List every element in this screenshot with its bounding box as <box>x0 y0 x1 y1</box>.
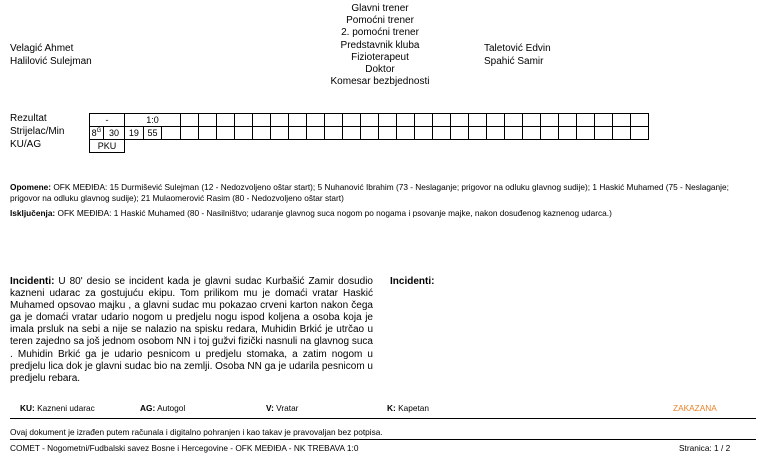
ku-ag-label: KU/AG <box>10 139 42 150</box>
grid-empty-cell <box>199 127 217 140</box>
scorer-cell-minute-2: 19 <box>125 127 144 140</box>
grid-empty-cell <box>379 114 397 127</box>
grid-empty-cell <box>613 114 631 127</box>
divider-top <box>10 418 756 419</box>
grid-empty-cell <box>505 114 523 127</box>
grid-empty-cell <box>487 140 505 153</box>
warnings-text: OFK MEĐIĐA: 15 Durmišević Sulejman (12 - Nedozvoljeno oštar start); 5 Nuhanović Ibrahim (73 - Neslaganje; prigovor na odluku glavnog sudije); 1 Haskić Muhamed (75 - Neslaganje; prigovor na odluku glavnog sudije); 21 Mulaomerović Rasim (80 - Nedozvoljeno oštar start) <box>10 182 729 203</box>
grid-empty-cell <box>415 114 433 127</box>
warnings <box>10 182 750 204</box>
scorer-cell-player <box>90 127 125 140</box>
ku-row <box>90 140 649 153</box>
grid-empty-cell <box>523 127 541 140</box>
role-head-coach: Glavni trener <box>351 3 409 14</box>
grid-empty-cell <box>271 114 289 127</box>
grid-empty-cell <box>559 140 577 153</box>
grid-empty-cell <box>307 114 325 127</box>
exclusions-label: Isključenja: <box>10 208 56 218</box>
grid-empty-cell <box>379 140 397 153</box>
grid-empty-cell <box>415 140 433 153</box>
result-cell-score: 1:0 <box>125 114 181 127</box>
grid-empty-cell <box>397 127 415 140</box>
result-label: Rezultat <box>10 113 47 124</box>
grid-empty-cell <box>325 114 343 127</box>
legend-ag: AG: Autogol <box>140 403 186 413</box>
grid-empty-cell <box>325 140 343 153</box>
grid-empty-cell <box>595 114 613 127</box>
footnote: Ovaj dokument je izrađen putem računala i digitalno pohranjen i kao takav je pravovaljan bez potpisa. <box>10 427 383 437</box>
grid-empty-cell <box>289 140 307 153</box>
grid-empty-cell <box>577 127 595 140</box>
staff-roles <box>280 3 480 88</box>
grid-empty-cell <box>433 127 451 140</box>
grid-empty-cell <box>235 140 253 153</box>
scorer-cell-empty <box>162 127 181 140</box>
grid-empty-cell <box>199 140 217 153</box>
match-status: ZAKAZANA <box>673 403 717 413</box>
home-physio: Halilović Sulejman <box>10 56 92 67</box>
grid-empty-cell <box>577 114 595 127</box>
grid-empty-cell <box>271 127 289 140</box>
legend-v: V: Vratar <box>266 403 299 413</box>
warnings-label: Opomene: <box>10 182 52 192</box>
incidents-left-text: U 80' desio se incident kada je glavni sudac Kurbašić Zamir dosudio kazneni udarac za gostujuću ekipu. Tom prilikom mu je domaći vratar Haskić Muhamed opsovao majku , a glavni sudac mu pokazao crveni karton nakon čega ga je domaći vratar udario nogom u predjelu nogu ispod koljena a osoba koja je imala prsluk na sebi a nije se nalazio na spisku redara, Muhidin Brkić je utrčao u teren zajedno sa još jednom osobom NN i toj gužvi fizički nasnuli na glavnog suca . Muhidin Brkić ga je udario pesnicom u predjelu stomaka, a zatim nogom u predjelu lica dok je glavni sudac bio na zemlji. Osoba NN ga je udarila pesnicom u predjelu rebara. <box>10 276 373 384</box>
grid-empty-cell <box>451 114 469 127</box>
grid-empty-cell <box>343 114 361 127</box>
scorer-row <box>90 127 649 140</box>
grid-empty-cell <box>271 140 289 153</box>
scorer-minute: 30 <box>103 127 124 139</box>
grid-empty-cell <box>325 127 343 140</box>
grid-empty-cell <box>541 127 559 140</box>
grid-empty-cell <box>217 140 235 153</box>
grid-empty-cell <box>541 140 559 153</box>
grid-empty-cell <box>487 127 505 140</box>
grid-empty-cell <box>613 140 631 153</box>
grid-empty-cell <box>559 114 577 127</box>
grid-empty-cell <box>253 140 271 153</box>
grid-empty-cell <box>631 140 649 153</box>
grid-empty-cell <box>199 114 217 127</box>
exclusions-text: OFK MEĐIĐA: 1 Haskić Muhamed (80 - Nasilništvo; udaranje glavnog suca nogom po nogama i psovanje majke, nakon dosuđenog kaznenog udarca.) <box>57 208 612 218</box>
scorer-label: Strijelac/Min <box>10 126 65 137</box>
result-row <box>90 114 649 127</box>
role-physio: Fizioterapeut <box>351 51 409 63</box>
role-doctor: Doktor <box>365 63 395 75</box>
incidents-left <box>10 276 373 385</box>
home-representative: Velagić Ahmet <box>10 43 74 54</box>
grid-empty-cell <box>235 114 253 127</box>
grid-empty-cell <box>433 140 451 153</box>
role-security-commissioner: Komesar bezbjednosti <box>330 76 430 88</box>
scorer-number: 8 <box>91 127 97 138</box>
result-cell-dash: - <box>90 114 125 127</box>
grid-empty-cell <box>469 114 487 127</box>
grid-empty-cell <box>361 114 379 127</box>
grid-empty-cell <box>181 140 199 153</box>
divider-bottom <box>10 439 756 440</box>
grid-empty-cell <box>487 114 505 127</box>
grid-empty-cell <box>253 127 271 140</box>
grid-empty-cell <box>235 127 253 140</box>
grid-empty-cell <box>253 114 271 127</box>
role-club-representative: Predstavnik kluba <box>340 39 420 51</box>
footer-left: COMET - Nogometni/Fudbalski savez Bosne i Hercegovine - OFK MEĐIĐA - NK TREBAVA 1:0 <box>10 443 359 453</box>
grid-empty-cell <box>523 114 541 127</box>
goal-marker: G <box>96 127 102 134</box>
incidents-left-label: Incidenti: <box>10 276 55 287</box>
incidents-right-label: Incidenti: <box>390 276 435 287</box>
exclusions <box>10 208 750 219</box>
grid-empty-cell <box>415 127 433 140</box>
grid-empty-cell <box>181 114 199 127</box>
grid-empty-cell <box>361 140 379 153</box>
grid-empty-cell <box>343 127 361 140</box>
grid-empty-cell <box>505 140 523 153</box>
legend-k: K: Kapetan <box>387 403 429 413</box>
scorer-cell-minute-3: 55 <box>143 127 162 140</box>
footer-page: Stranica: 1 / 2 <box>679 443 731 453</box>
grid-empty-cell <box>307 140 325 153</box>
ku-cell: PKU <box>90 140 125 153</box>
grid-empty-cell <box>613 127 631 140</box>
grid-empty-cell <box>451 127 469 140</box>
grid-empty-cell <box>631 114 649 127</box>
grid-empty-cell <box>217 114 235 127</box>
away-physio: Spahić Samir <box>484 56 544 67</box>
grid-empty-cell <box>217 127 235 140</box>
grid-empty-cell <box>523 140 541 153</box>
legend-ku: KU: Kazneni udarac <box>20 403 95 413</box>
grid-empty-cell <box>289 127 307 140</box>
grid-empty-cell <box>469 140 487 153</box>
grid-empty-cell <box>577 140 595 153</box>
role-second-assistant: 2. pomoćni trener <box>341 27 419 39</box>
grid-empty-cell <box>379 127 397 140</box>
grid-empty-cell <box>289 114 307 127</box>
grid-empty-cell <box>451 140 469 153</box>
grid-empty-cell <box>397 114 415 127</box>
grid-empty-cell <box>307 127 325 140</box>
grid-empty-cell <box>433 114 451 127</box>
away-representative: Taletović Edvin <box>484 43 551 54</box>
grid-empty-cell <box>361 127 379 140</box>
grid-empty-cell <box>505 127 523 140</box>
grid-empty-cell <box>541 114 559 127</box>
role-assistant-coach: Pomoćni trener <box>346 15 414 27</box>
grid-empty-cell <box>181 127 199 140</box>
grid-empty-cell <box>595 140 613 153</box>
grid-empty-cell <box>397 140 415 153</box>
score-grid <box>89 113 649 153</box>
grid-empty-cell <box>343 140 361 153</box>
grid-empty-cell <box>469 127 487 140</box>
grid-empty-cell <box>595 127 613 140</box>
grid-empty-cell <box>559 127 577 140</box>
grid-empty-cell <box>631 127 649 140</box>
